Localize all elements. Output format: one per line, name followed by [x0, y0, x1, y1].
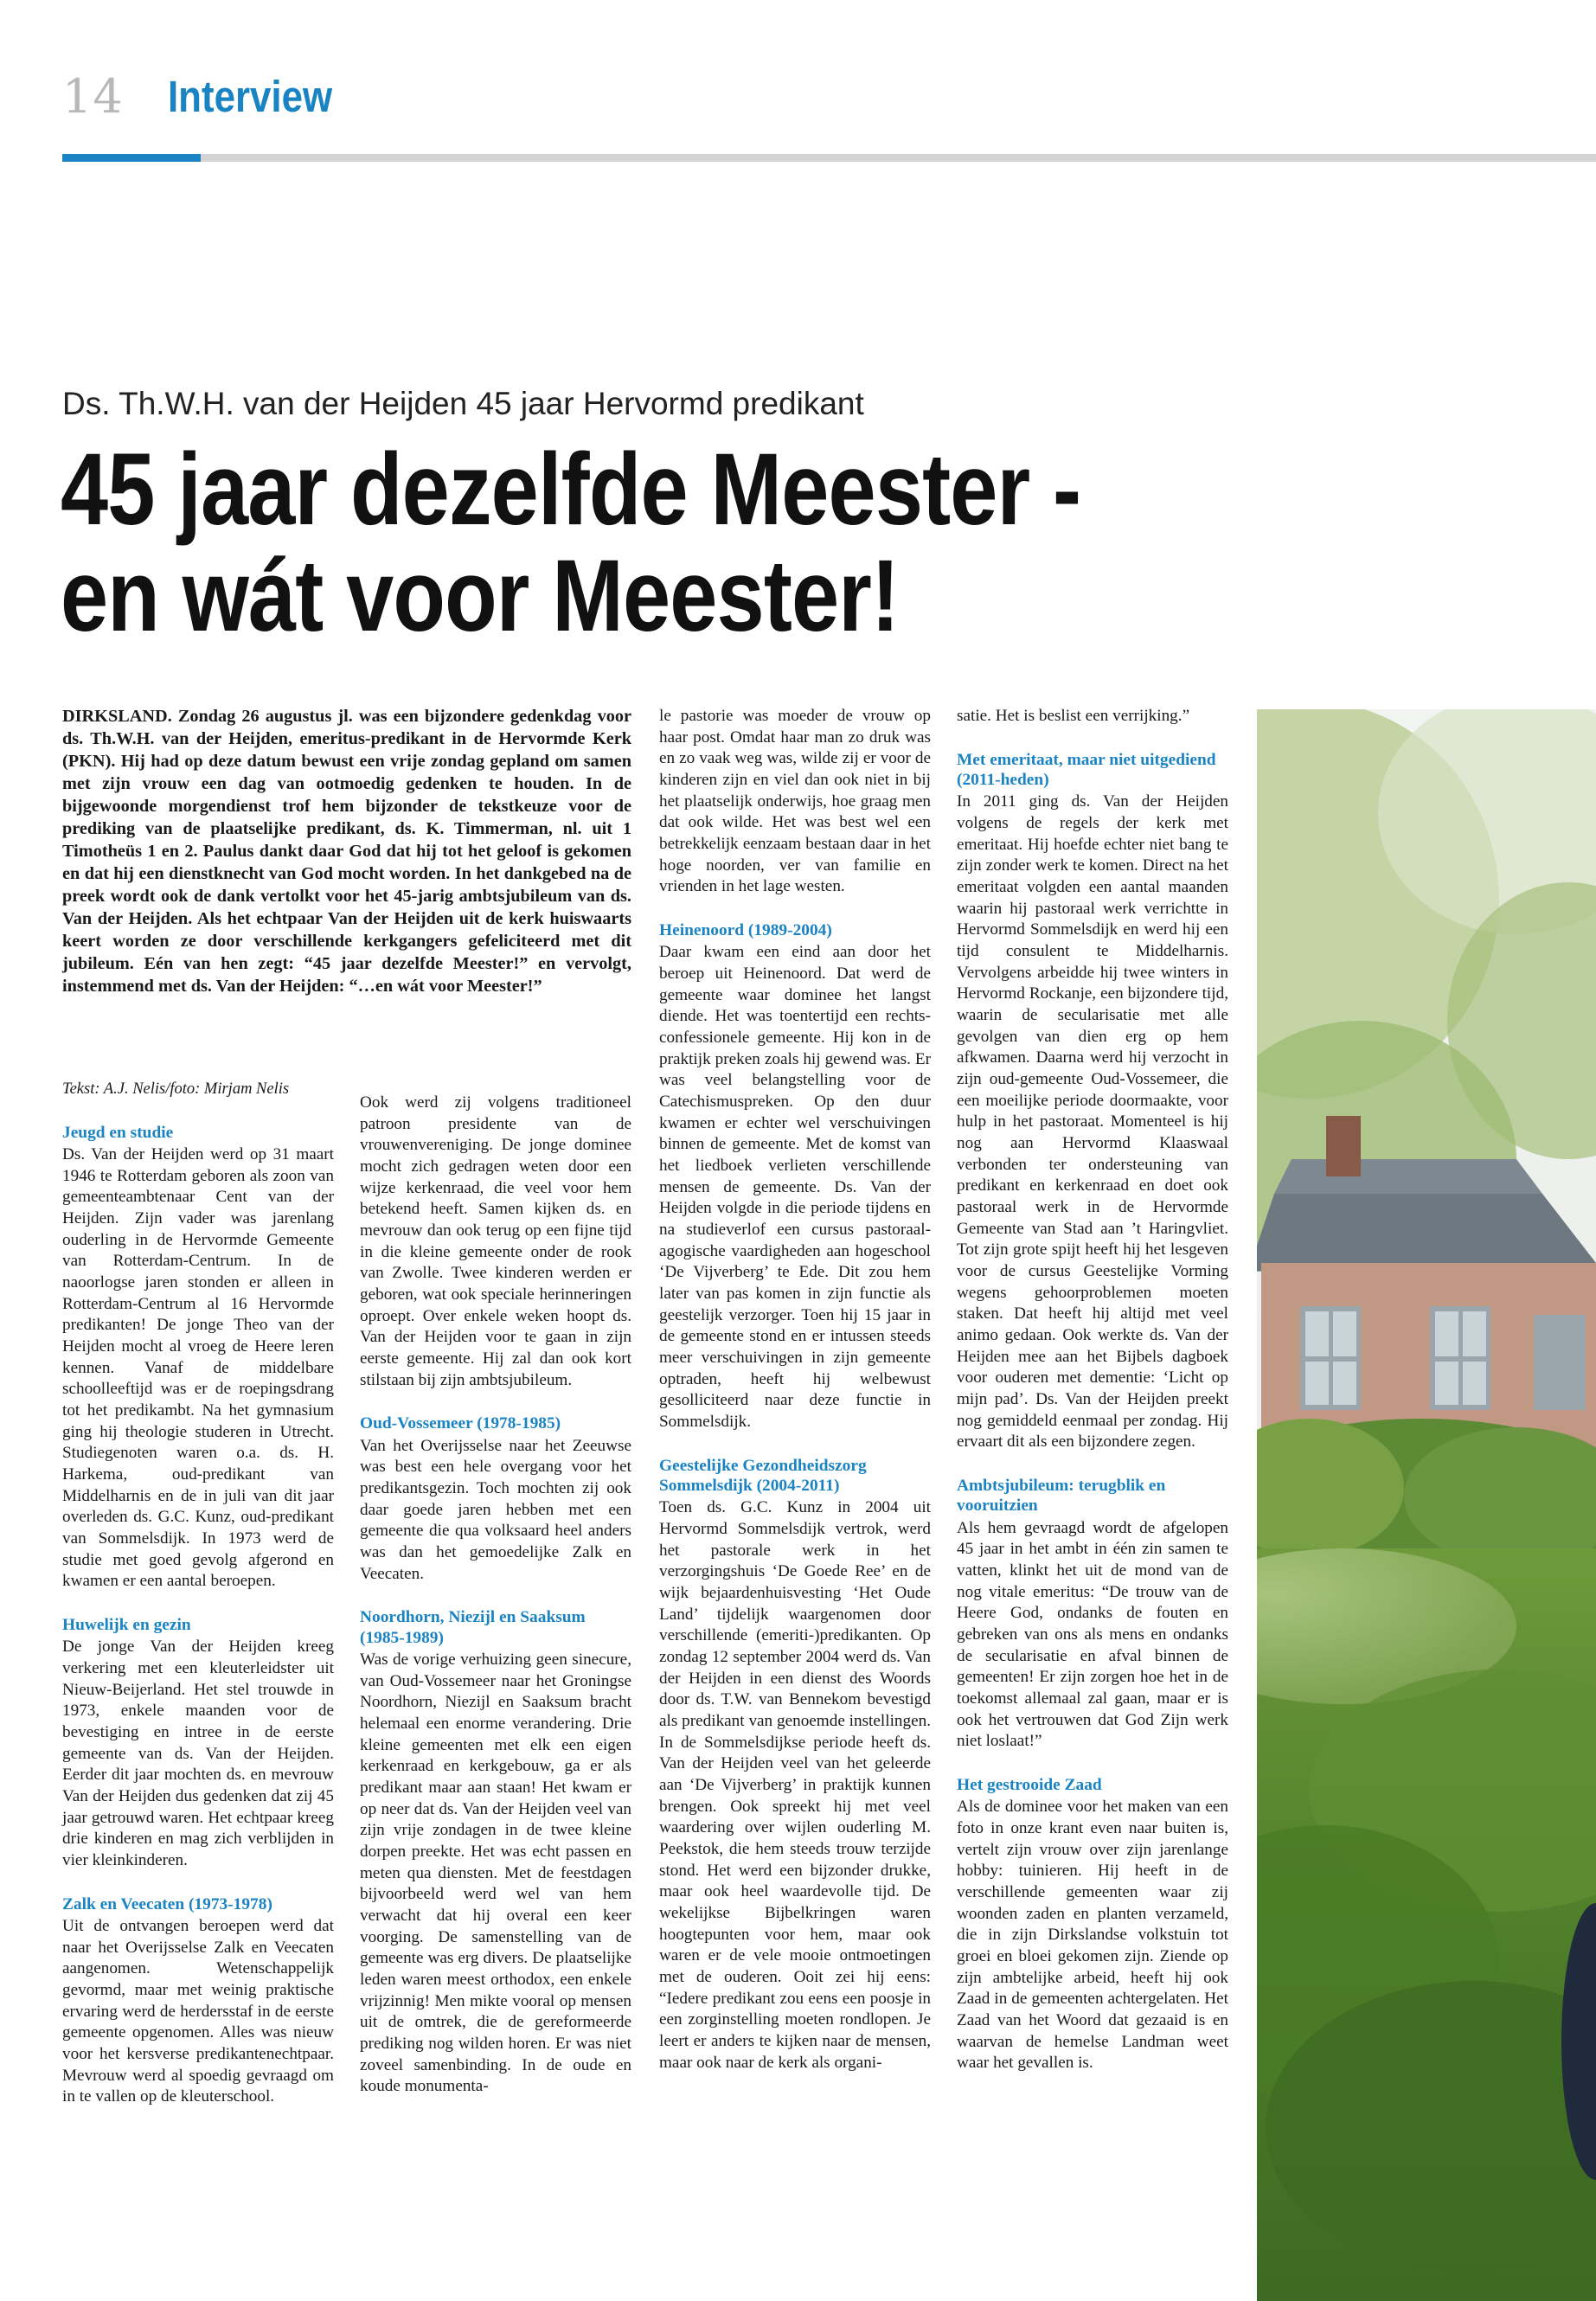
- paragraph: Uit de ontvangen beroepen werd dat naar het Overijsselse Zalk en Veecaten aangenomen. Wetenschappelijk gevormd, maar met weinig praktische ervaring werd de herdersstaf in de eerste gemeente opgenomen. Alles was nieuw voor het kersverse predikantenechtpaar. Mevrouw werd al spoedig gevraagd om in te vallen op de kleuterschool.: [62, 1917, 334, 2106]
- paragraph: Daar kwam een eind aan door het beroep uit Heinenoord. Dat werd de gemeente waar dominee het langst diende. Het was toentertijd een rechts-confessionele gemeente. Hij kon in de praktijk preken zoals hij gewend was. Er was veel belangstelling voor de Catechismuspreken. Op den duur kwamen er echter wel verschuivingen binnen de gemeente. Met de komst van het liedboek verlieten verschillende mensen de gemeente. Ds. Van der Heijden volgde in die periode tijdens en na studieverlof een cursus pastoraal-agogische vaardigheden aan hogeschool ‘De Vijverberg’ te Ede. Dit zou hem later van pas komen in zijn functie als geestelijk verzorger. Toen hij 15 jaar in de gemeente stond en er intussen steeds meer verschuivingen in zijn gemeente optraden, heeft hij welbewust gesolliciteerd naar deze functie in Sommelsdijk.: [659, 943, 931, 1432]
- subheading: Heinenoord (1989-2004): [659, 921, 832, 940]
- header-rule-accent: [62, 154, 201, 162]
- text-column-1: [62, 1080, 334, 2108]
- subheading: Noordhorn, Niezijl en Saaksum (1985-1989): [360, 1608, 586, 1647]
- headline-line-1: 45 jaar dezelfde Meester -: [61, 433, 1081, 547]
- paragraph: Ds. Van der Heijden werd op 31 maart 1946 te Rotterdam geboren als zoon van gemeenteambtenaar Cent van der Heijden. Zijn vader was jarenlang ouderling in de Hervormde Gemeente van Rotterdam-Centrum. In de naoorlogse jaren stonden er alleen in Rotterdam-Centrum al 16 Hervormde predikanten! De jonge Theo van der Heijden mocht al vroeg de Heere leren kennen. Vanaf de middelbare schoolleeftijd was er de roepingsdrang tot het predikambt. Na het gymnasium ging hij theologie studeren in Utrecht. Studiegenoten waren o.a. ds. H. Harkema, oud-predikant van Middelharnis en de in juli van dit jaar overleden ds. G.C. Kunz, oud-predikant van Sommelsdijk. In 1973 werd de studie met goed gevolg afgerond en kwamen er een aantal beroepen.: [62, 1145, 334, 1591]
- paragraph: Als de dominee voor het maken van een foto in onze krant even naar buiten is, vertelt zijn vrouw over zijn jarenlange hobby: tuinieren. Hij heeft in de verschillende gemeenten waar zij woonden zaden en planten verzameld, die in zijn Dirkslandse volkstuin tot groei en bloei gekomen zijn. Ziende op zijn ambtelijke arbeid, heeft hij ook Zaad in de gemeenten achtergelaten. Het Zaad van het Woord dat gezaaid is en waarvan de hemelse Landman weet waar het gevallen is.: [957, 1798, 1228, 2073]
- page-header: [62, 61, 1596, 124]
- headline-line-2: en wát voor Meester!: [61, 538, 900, 653]
- paragraph: Toen ds. G.C. Kunz in 2004 uit Hervormd Sommelsdijk vertrok, werd het pastorale werk in het verzorgingshuis ‘De Goede Ree’ en de wijk bejaardenhuisvesting ‘Het Oude Land’ tijdelijk waargenomen door verschillende (emeriti-)predikanten. Op zondag 12 september 2004 werd ds. Van der Heijden in een dienst des Woords door ds. T.W. van Bennekom bevestigd als predikant van genoemde instellingen. In de Sommelsdijkse periode heeft ds. Van der Heijden veel van het geleerde aan ‘De Vijverberg’ in praktijk kunnen brengen. Ook spreekt hij met veel waardering over wijlen ouderling M. Peekstok, die hem steeds trouw terzijde stond. Het werd een bijzonder drukke, maar ook heel waardevolle tijd. De wekelijkse Bijbelkringen waren hoogtepunten voor hem, maar ook waren er de vele mooie ontmoetingen met de ouderen. Ooit zei hij eens: “Iedere predikant zou eens een poosje in een zorginstelling moeten rondlopen. Je leert er anders te kijken naar de mensen, maar ook naar de kerk als organi-: [659, 1498, 931, 2072]
- paragraph: In 2011 ging ds. Van der Heijden volgens de regels der kerk met emeritaat. Hij hoefde echter niet bang te zijn zonder werk te komen. Direct na het emeritaat volgden een aantal maanden waarin hij pastoraal werk verrichtte in Hervormd Sommelsdijk en werd hij een tijd consulent te Middelharnis. Vervolgens arbeidde hij twee winters in Hervormd Rockanje, een bijzondere tijd, waarin de secularisatie met alle gevolgen van dien erg op hem afkwamen. Daarna werd hij verzocht in zijn oud-gemeente Oud-Vossemeer, die een moeilijke periode doormaakte, voor hulp in het pastoraat. Momenteel is hij nog aan Hervormd Klaaswaal verbonden ter ondersteuning van predikant en kerkenraad en doet ook pastoraal werk in de Hervormde Gemeente van Stad aan ’t Haringvliet. Tot zijn grote spijt heeft hij het lesgeven voor de cursus Geestelijke Vorming wegens gehoorproblemen moeten staken. Dat heeft hij altijd met veel animo gedaan. Ook werkte ds. Van der Heijden mee aan het Bijbels dagboek voor ouderen met dementie: ‘Licht op mijn pad’. Ds. Van der Heijden preekt nog gemiddeld eenmaal per zondag. Hij ervaart dit als een bijzondere zegen.: [957, 792, 1228, 1452]
- paragraph: Was de vorige verhuizing geen sinecure, van Oud-Vossemeer naar het Groningse Noordhorn, Niezijl en Saaksum bracht helemaal een enorme verandering. Drie kleine gemeenten met elk een eigen kerkenraad en kerkgebouw, ga er als predikant maar aan staan! Het kwam er op neer dat ds. Van der Heijden veel van zijn vrije zondagen in de twee kleine dorpen preekte. Het was echt passen en meten qua diensten. Met de feestdagen bijvoorbeeld werd wel van hem verwacht dat hij overal een keer voorging. De samenstelling van de gemeente was erg divers. De plaatselijke leden waren meest orthodox, een enkele vrijzinnig! Men mikte vooral op mensen uit de omtrek, die de gereformeerde prediking nog wilden horen. Er was niet zoveel samenbinding. In de oude en koude monumenta-: [360, 1650, 631, 2096]
- garden-house-photo: [1257, 709, 1596, 2301]
- paragraph: satie. Het is beslist een verrijking.”: [957, 707, 1190, 725]
- text-column-3: [659, 706, 931, 2073]
- subheading: Jeugd en studie: [62, 1123, 174, 1142]
- paragraph: le pastorie was moeder de vrouw op haar post. Omdat haar man zo druk was en zo vaak weg was, wilde zij er voor de kinderen zijn en viel dan ook niet in bij het plaatselijk onderwijs, hoe graag men dat ook wilde. Het was best wel een betrekkelijk eenzaam bestaan daar in het hoge noorden, ver van familie en vrienden in het lage westen.: [659, 707, 931, 896]
- article-headline: [61, 433, 1093, 653]
- photo-credit: Tekst: A.J. Nelis/foto: Mirjam Nelis: [62, 1080, 290, 1098]
- subheading: Geestelijke Gezondheidszorg Sommelsdijk (2004-2011): [659, 1456, 867, 1496]
- subheading: Het gestrooide Zaad: [957, 1776, 1102, 1795]
- paragraph: Van het Overijsselse naar het Zeeuwse was best een hele overgang voor het predikantsgezin. Toch mochten zij ook daar goede jaren hebben met een gemeente die qua volksaard heel anders was dan het gemoedelijke Zalk en Veecaten.: [360, 1436, 631, 1583]
- text-column-2: [360, 1093, 631, 2098]
- text-column-4: [957, 706, 1228, 2074]
- header-rule: [201, 154, 1596, 162]
- paragraph: De jonge Van der Heijden kreeg verkering met een kleuterleidster uit Nieuw-Beijerland. Het stel trouwde in 1973, enkele maanden voor de bevestiging en intree in de eerste gemeente van ds. Van der Heijden. Eerder dit jaar mochten ds. en mevrouw Van der Heijden dus gedenken dat zij 45 jaar getrouwd waren. Het echtpaar kreeg drie kinderen en mag zich verblijden in vier kleinkinderen.: [62, 1638, 334, 1870]
- subheading: Oud-Vossemeer (1978-1985): [360, 1414, 561, 1433]
- subheading: Met emeritaat, maar niet uitgediend (2011-heden): [957, 750, 1216, 789]
- article-lead: DIRKSLAND. Zondag 26 augustus jl. was een bijzondere gedenkdag voor ds. Th.W.H. van der Heijden, emeritus-predikant in de Hervormde Kerk (PKN). Hij had op deze datum bewust een vrije zondag gepland om samen met zijn vrouw een dag van ootmoedig gedenken te houden. In de bijgewoonde morgendienst trof hem bijzonder de tekstkeuze voor de prediking van de plaatselijke predikant, ds. K. Timmerman, nl. uit 1 Timotheüs 1 en 2. Paulus dankt daar God dat hij tot het geloof is gekomen en dat hij een dienstknecht van God mocht worden. In het dankgebed na de preek wordt ook de dank vertolkt voor het 45-jarig ambtsjubileum van ds. Van der Heijden. Als het echtpaar Van der Heijden uit de kerk huiswaarts keert worden ze door verschillende kerkgangers gefeliciteerd met dit jubileum. Eén van hen zegt: “45 jaar dezelfde Meester!” en vervolgt, instemmend met ds. Van der Heijden: “…en wát voor Meester!”: [62, 707, 631, 996]
- article-photo: [1257, 709, 1596, 2301]
- paragraph: Ook werd zij volgens traditioneel patroon presidente van de vrouwenvereniging. De jonge dominee mocht zich gedragen weten door een wijze kerkenraad, die veel voor hem betekend heeft. Samen kijken ds. en mevrouw dan ook terug op een fijne tijd in die kleine gemeente onder de rook van Zwolle. Twee kinderen werden er geboren, wat ook speciale herinneringen oproept. Over enkele weken hoopt ds. Van der Heijden voor te gaan in zijn eerste gemeente. Hij zal dan ook kort stilstaan bij zijn ambtsjubileum.: [360, 1093, 631, 1389]
- subheading: Ambtsjubileum: terugblik en vooruitzien: [957, 1477, 1166, 1516]
- page-number: 14: [62, 69, 124, 124]
- article-kicker: Ds. Th.W.H. van der Heijden 45 jaar Hervormd predikant: [62, 386, 864, 421]
- subheading: Huwelijk en gezin: [62, 1616, 191, 1635]
- subheading: Zalk en Veecaten (1973-1978): [62, 1894, 272, 1913]
- section-title: Interview: [168, 72, 333, 121]
- paragraph: Als hem gevraagd wordt de afgelopen 45 jaar in het ambt in één zin samen te vatten, klinkt het uit de mond van de nog vitale emeritus: “De trouw van de Heere God, ondanks de fouten en gebreken van ons als mens en ondanks de secularisatie en afval binnen de gemeenten! Er zijn zorgen hoe het in de toekomst allemaal zal gaan, maar er is ook het vertrouwen dat God Zijn werk niet loslaat!”: [957, 1518, 1228, 1751]
